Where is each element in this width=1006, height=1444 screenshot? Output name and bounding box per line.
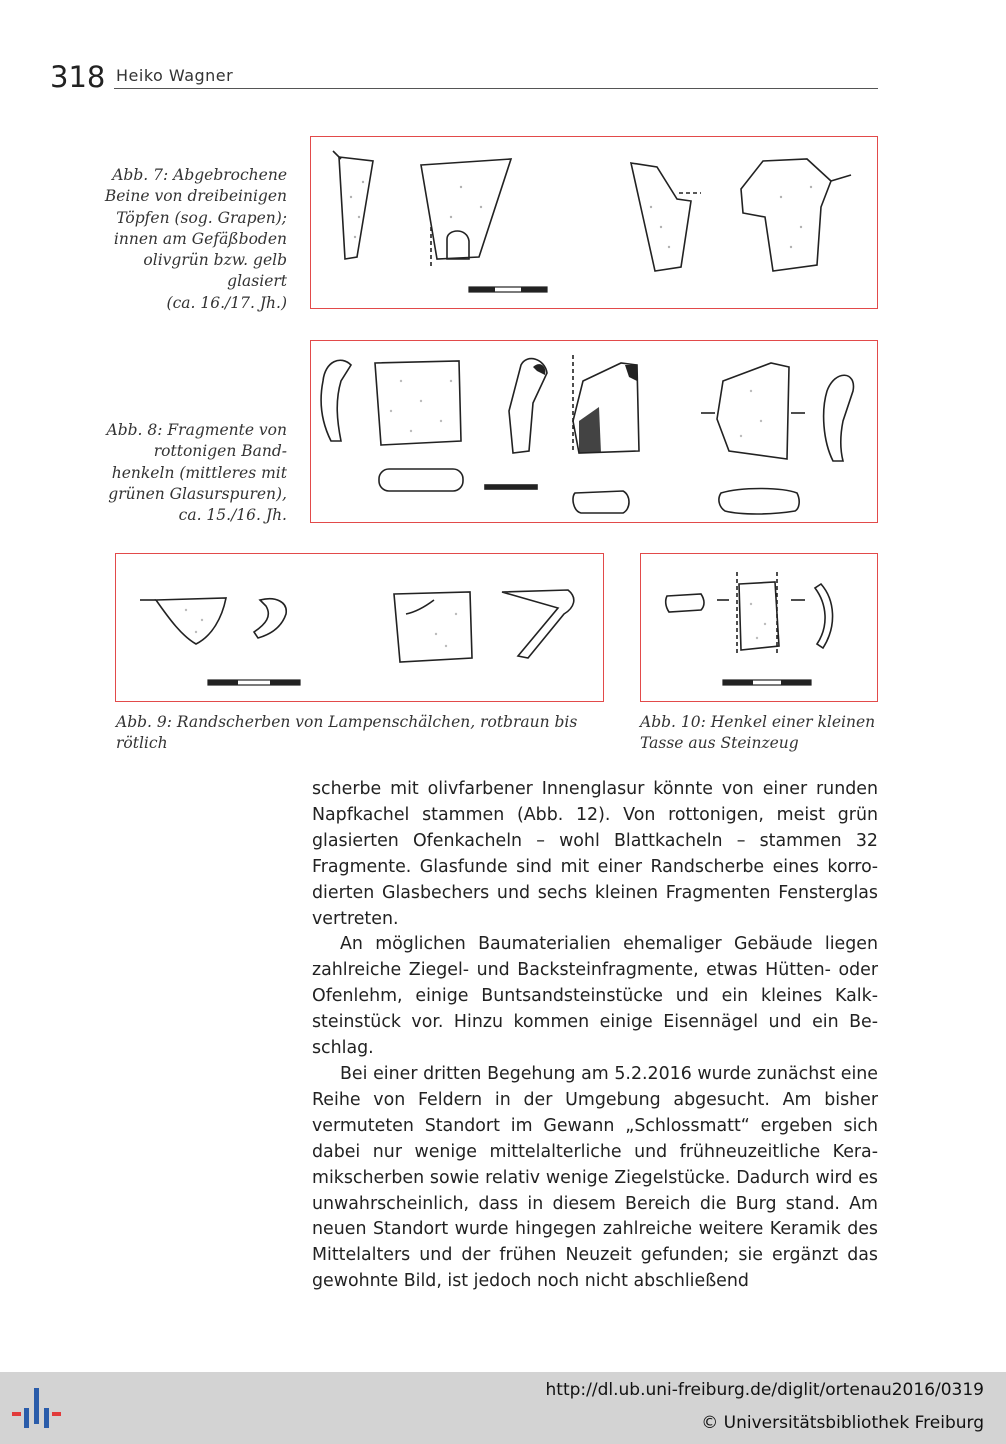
figure-10-drawing bbox=[640, 553, 878, 702]
caption-line: innen am Gefäßboden bbox=[113, 229, 287, 248]
caption-line: (ca. 16./17. Jh.) bbox=[166, 293, 287, 312]
stoneware-cup-handle-illustration bbox=[641, 554, 879, 703]
caption-line: grünen Glasurspuren), bbox=[108, 484, 287, 503]
page-number: 318 bbox=[50, 60, 106, 94]
figure-9-drawing bbox=[115, 553, 604, 702]
footer-bar bbox=[0, 1372, 1006, 1444]
footer-copyright: © Universitätsbibliothek Freiburg bbox=[701, 1413, 984, 1433]
grapen-feet-illustration bbox=[311, 137, 879, 310]
body-paragraph: Bei einer dritten Begehung am 5.2.2016 wurde zunächst eine Reihe von Feldern in der Umgebung abgesucht. Am bisher vermuteten Standort im Gewann „Schlossmatt“ ergeben sich dabei nur wenige mittelalterliche und frühneuzeitliche Keramikscherben sowie relativ wenige Ziegelstücke. Dadurch wird es unwahrscheinlich, dass in diesem Bereich die Burg stand. Am neuen Standort wurde hingegen zahlreiche weitere Keramik des Mittelalters und der frühen Neuzeit gefunden; sie ergänzt das gewohnte Bild, ist jedoch noch nicht abschließend bbox=[312, 1063, 878, 1292]
running-head-author: Heiko Wagner bbox=[116, 66, 234, 85]
figure-10-caption bbox=[640, 712, 880, 755]
scale-bar bbox=[723, 680, 811, 685]
figure-7-drawing bbox=[310, 136, 878, 309]
body-paragraph: An möglichen Baumaterialien ehemaliger Gebäude liegen zahlreiche Ziegel- und Backsteinfragmente, etwas Hütten- oder Ofenlehm, einige Buntsandsteinstücke und ein kleines Kalksteinstück vor. Hinzu kommen einige Eisennägel und ein Beschlag. bbox=[312, 934, 878, 1059]
scale-bar bbox=[208, 680, 300, 685]
caption-line: Tasse aus Steinzeug bbox=[640, 734, 799, 753]
lamp-bowl-rim-sherds-illustration bbox=[116, 554, 605, 703]
caption-line: henkeln (mittleres mit bbox=[111, 463, 287, 482]
caption-line: olivgrün bzw. gelb bbox=[143, 251, 287, 270]
caption-line: rottonigen Band- bbox=[153, 442, 287, 461]
figure-8-drawing bbox=[310, 340, 878, 523]
header-rule bbox=[114, 88, 878, 89]
caption-line: glasiert bbox=[227, 272, 287, 291]
caption-line: Abb. 9: Randscherben von Lampenschälchen, rotbraun bis bbox=[116, 713, 578, 731]
caption-line: rötlich bbox=[116, 734, 168, 753]
figure-7-caption bbox=[100, 165, 287, 314]
caption-line: Abb. 10: Henkel einer kleinen bbox=[640, 713, 876, 731]
caption-line: Beine von dreibeinigen bbox=[104, 187, 287, 206]
figure-8-caption bbox=[100, 420, 287, 526]
caption-line: Abb. 7: Abgebrochene bbox=[112, 166, 287, 184]
footer-url-link[interactable]: http://dl.ub.uni-freiburg.de/diglit/ortenau2016/0319 bbox=[545, 1380, 984, 1400]
scale-bar bbox=[469, 287, 547, 292]
caption-line: ca. 15./16. Jh. bbox=[178, 506, 287, 525]
body-text bbox=[312, 777, 878, 1295]
caption-line: Abb. 8: Fragmente von bbox=[106, 421, 287, 439]
body-paragraph: scherbe mit olivfarbener Innenglasur könnte von einer runden Napfkachel stammen (Abb. 12). Von rottonigen, meist grün glasierten Ofenkacheln – wohl Blattkacheln – stammen 32 Fragmente. Glasfunde sind mit einer Randscherbe eines korrodierten Glasbechers und sechs kleinen Fragmenten Fensterglas vertreten. bbox=[312, 779, 878, 929]
caption-line: Töpfen (sog. Grapen); bbox=[116, 208, 287, 227]
band-handle-fragments-illustration bbox=[311, 341, 879, 524]
figure-9-caption bbox=[116, 712, 596, 755]
ub-freiburg-logo-icon bbox=[12, 1386, 64, 1432]
